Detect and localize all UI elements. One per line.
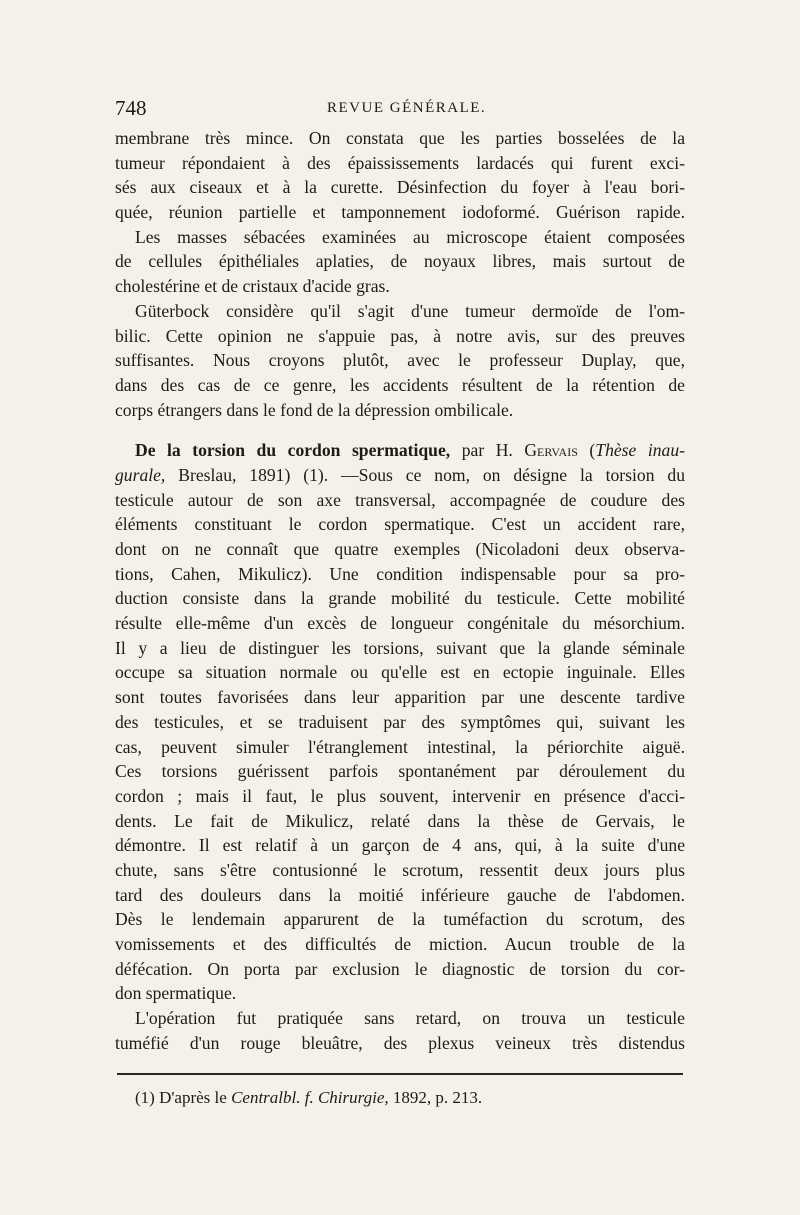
text-line: dans des cas de ce genre, les accidents résultent de la rétention de: [115, 374, 685, 395]
text-line: défécation. On porta par exclusion le diagnostic de torsion du cor-: [115, 958, 685, 979]
text-line: tumeur répondaient à des épaississements lardacés qui furent exci-: [115, 152, 685, 173]
section-torsion: [115, 438, 685, 1006]
text-line: des testicules, et se traduisent par des symptômes qui, suivant les: [115, 711, 685, 732]
text-line: Güterbock considère qu'il s'agit d'une tumeur dermoïde de l'om-: [135, 300, 685, 321]
text-line: dents. Le fait de Mikulicz, relaté dans la thèse de Gervais, le: [115, 810, 685, 831]
footnote-suffix: 1892, p. 213.: [392, 1088, 483, 1107]
text-line: démontre. Il est relatif à un garçon de 4 ans, qui, à la suite d'une: [115, 835, 685, 856]
paragraph-1: [115, 126, 685, 225]
section-heading-line: [115, 438, 685, 463]
text-line: quée, réunion partielle et tamponnement iodoformé. Guérison rapide.: [115, 202, 685, 223]
running-title: REVUE GÉNÉRALE.: [327, 100, 487, 116]
text-line: éléments constituant le cordon spermatique. C'est un accident rare,: [115, 514, 685, 535]
footnote: [135, 1088, 482, 1108]
paragraph-2: [115, 225, 685, 299]
text-line: L'opération fut pratiquée sans retard, on trouva un testicule: [135, 1008, 685, 1029]
thesis-title-part1: Thèse inau-: [595, 440, 685, 461]
text-line: vomissements et des difficultés de miction. Aucun trouble de la: [115, 934, 685, 954]
text-line: [115, 463, 685, 488]
text-line: suffisantes. Nous croyons plutôt, avec le professeur Duplay, que,: [115, 350, 685, 371]
text-line: testicule autour de son axe transversal, accompagnée de coudure des: [115, 489, 685, 510]
text-line: cholestérine et de cristaux d'acide gras.: [115, 276, 390, 297]
text-line: sés aux ciseaux et à la curette. Désinfection du foyer à l'eau bori-: [115, 177, 685, 198]
section-gap: [115, 422, 685, 438]
text-line: Les masses sébacées examinées au microscope étaient composées: [135, 226, 685, 247]
text-line: cordon ; mais il faut, le plus souvent, intervenir en présence d'acci-: [115, 785, 685, 806]
footnote-journal: Centralbl. f. Chirurgie,: [231, 1088, 389, 1107]
text-line: tard des douleurs dans la moitié inférieure gauche de l'abdomen.: [115, 884, 685, 905]
page-body: [115, 126, 685, 1055]
section-by: par H.: [461, 440, 513, 461]
text-line: corps étrangers dans le fond de la dépression ombilicale.: [115, 399, 514, 420]
text-line: Dès le lendemain apparurent de la tuméfaction du scrotum, des: [115, 909, 685, 930]
page-header: [115, 96, 685, 126]
page-number: 748: [115, 96, 147, 120]
text-line: tuméfié d'un rouge bleuâtre, des plexus veineux très distendus: [115, 1032, 685, 1053]
text-line: Ces torsions guérissent parfois spontanément par déroulement du: [115, 761, 685, 782]
footnote-rule: [117, 1073, 683, 1075]
text-line: occupe sa situation normale ou qu'elle est en ectopie inguinale. Elles: [115, 662, 685, 683]
text-line: cas, peuvent simuler l'étranglement intestinal, la périorchite aiguë.: [115, 736, 685, 757]
text-line: résulte elle-même d'un excès de longueur congénitale du mésorchium.: [115, 613, 685, 634]
text-line: dont on ne connaît que quatre exemples (Nicoladoni deux observa-: [115, 539, 685, 559]
text-line: tions, Cahen, Mikulicz). Une condition indispensable pour sa pro-: [115, 563, 685, 584]
text-line: chute, sans s'être contusionné le scrotum, ressentit deux jours plus: [115, 859, 685, 880]
thesis-open: (: [589, 440, 596, 461]
text-line: duction consiste dans la grande mobilité du testicule. Cette mobilité: [115, 588, 685, 609]
section-title: De la torsion du cordon spermatique,: [135, 440, 451, 461]
text-line: membrane très mince. On constata que les parties bosselées de la: [115, 128, 685, 148]
paragraph-3: [115, 299, 685, 422]
thesis-title-part2: gurale,: [115, 464, 166, 485]
footnote-prefix: (1) D'après le: [135, 1088, 227, 1107]
section-line-2: Breslau, 1891) (1). —Sous ce nom, on désigne la torsion du: [178, 464, 685, 485]
text-line: bilic. Cette opinion ne s'appuie pas, à notre avis, sur des preuves: [115, 325, 685, 346]
text-line: de cellules épithéliales aplaties, de noyaux libres, mais surtout de: [115, 251, 685, 272]
section-author: Gervais: [524, 440, 578, 461]
text-line: don spermatique.: [115, 983, 237, 1004]
text-line: sont toutes favorisées dans leur apparition par une descente tardive: [115, 687, 685, 708]
text-line: Il y a lieu de distinguer les torsions, suivant que la glande séminale: [115, 637, 685, 658]
paragraph-5: [115, 1006, 685, 1055]
